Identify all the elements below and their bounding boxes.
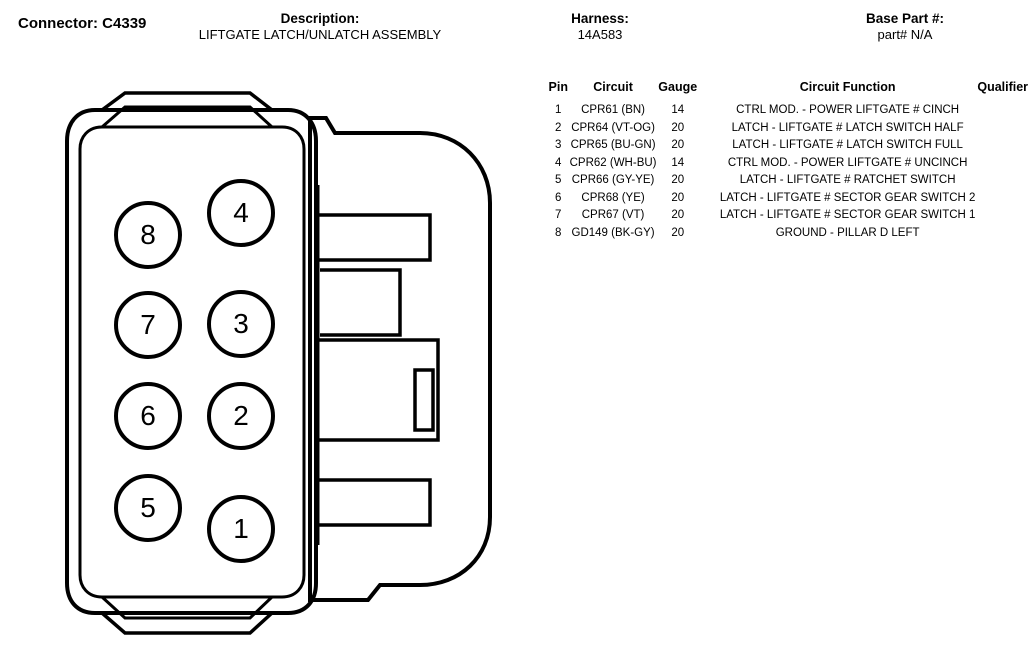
cell-qualifier [975,207,1030,225]
cell-qualifier [975,120,1030,138]
pin-table [548,80,1030,242]
cell-pin: 4 [555,156,562,169]
description-label: Description: [280,11,360,26]
table-row [548,190,1030,208]
cell-function: LATCH - LIFTGATE # LATCH SWITCH HALF [731,121,964,134]
keyway-bottom [318,480,430,525]
column-header-function: Circuit Function [799,80,896,94]
table-row [548,102,1030,120]
cell-qualifier [975,190,1030,208]
pin-cavity-label-6: 6 [140,400,156,431]
keyway-middle-tab [415,370,433,430]
cell-gauge: 14 [671,156,685,169]
pin-cavity-label-2: 2 [233,400,249,431]
base-part-block [810,11,1000,43]
harness-label: Harness: [571,11,629,26]
cell-gauge: 14 [671,104,685,116]
cell-circuit: CPR68 (YE) [581,191,645,204]
cell-circuit: CPR64 (VT-OG) [571,121,655,134]
column-header-circuit: Circuit [593,80,633,94]
harness-block [520,11,680,43]
cell-gauge: 20 [671,209,685,221]
cell-function: LATCH - LIFTGATE # RATCHET SWITCH [739,174,956,186]
harness-value: 14A583 [577,27,623,42]
pin-cavity-label-5: 5 [140,492,156,523]
cell-function: CTRL MOD. - POWER LIFTGATE # CINCH [736,104,960,116]
base-part-value: part# N/A [877,27,933,42]
connector-svg [20,85,520,642]
bottom-latch-notch [102,613,272,633]
table-row [548,137,1030,155]
column-header-qualifier: Qualifier [977,80,1029,94]
description-block [180,11,460,43]
cell-gauge: 20 [671,121,685,134]
connector-boot-outline [310,118,490,600]
pin-cavity-label-8: 8 [140,219,156,250]
cell-function: LATCH - LIFTGATE # LATCH SWITCH FULL [732,139,963,151]
cell-gauge: 20 [671,139,685,151]
cell-circuit: CPR65 (BU-GN) [570,139,656,151]
keyway-top [318,215,430,260]
base-part-label: Base Part #: [865,11,945,26]
connector-label: Connector: [18,15,103,32]
cell-pin: 3 [555,139,562,151]
cell-circuit: CPR67 (VT) [581,209,645,221]
column-header-gauge: Gauge [658,80,698,94]
keyway-middle [318,340,438,440]
table-row [548,225,1030,243]
cell-pin: 2 [555,121,562,134]
description-value: LIFTGATE LATCH/UNLATCH ASSEMBLY [198,27,442,42]
pin-cavity-label-1: 1 [233,513,249,544]
header [0,0,1030,60]
cell-function: LATCH - LIFTGATE # SECTOR GEAR SWITCH 2 [719,191,976,204]
pin-cavity-label-7: 7 [140,309,156,340]
cell-pin: 6 [555,191,562,204]
table-row [548,120,1030,138]
cell-qualifier [975,137,1030,155]
cell-qualifier [975,225,1030,243]
cell-gauge: 20 [671,191,685,204]
cell-function: CTRL MOD. - POWER LIFTGATE # UNCINCH [727,156,968,169]
connector-diagram [20,85,520,642]
keyway-upper-mid [320,270,400,335]
column-header-pin: Pin [548,80,568,94]
cell-qualifier [975,172,1030,190]
cell-qualifier [975,155,1030,173]
connector-body-outline [67,110,316,613]
cell-qualifier [975,102,1030,120]
cell-pin: 5 [555,174,562,186]
cell-circuit: CPR61 (BN) [581,104,646,116]
pin-cavity-label-4: 4 [233,197,249,228]
cell-gauge: 20 [671,174,685,186]
cell-function: LATCH - LIFTGATE # SECTOR GEAR SWITCH 1 [719,209,976,221]
cell-pin: 8 [555,226,562,239]
cell-pin: 7 [555,209,562,221]
connector-block [18,15,146,33]
cell-gauge: 20 [671,226,685,239]
pin-table-header-row [548,80,1030,102]
cell-function: GROUND - PILLAR D LEFT [775,226,920,239]
table-row [548,155,1030,173]
cell-pin: 1 [555,104,562,116]
table-row [548,207,1030,225]
cell-circuit: CPR66 (GY-YE) [571,174,655,186]
cell-circuit: CPR62 (WH-BU) [569,156,657,169]
pin-cavity-label-3: 3 [233,308,249,339]
connector-value: C4339 [102,15,147,32]
table-row [548,172,1030,190]
cell-circuit: GD149 (BK-GY) [571,226,655,239]
